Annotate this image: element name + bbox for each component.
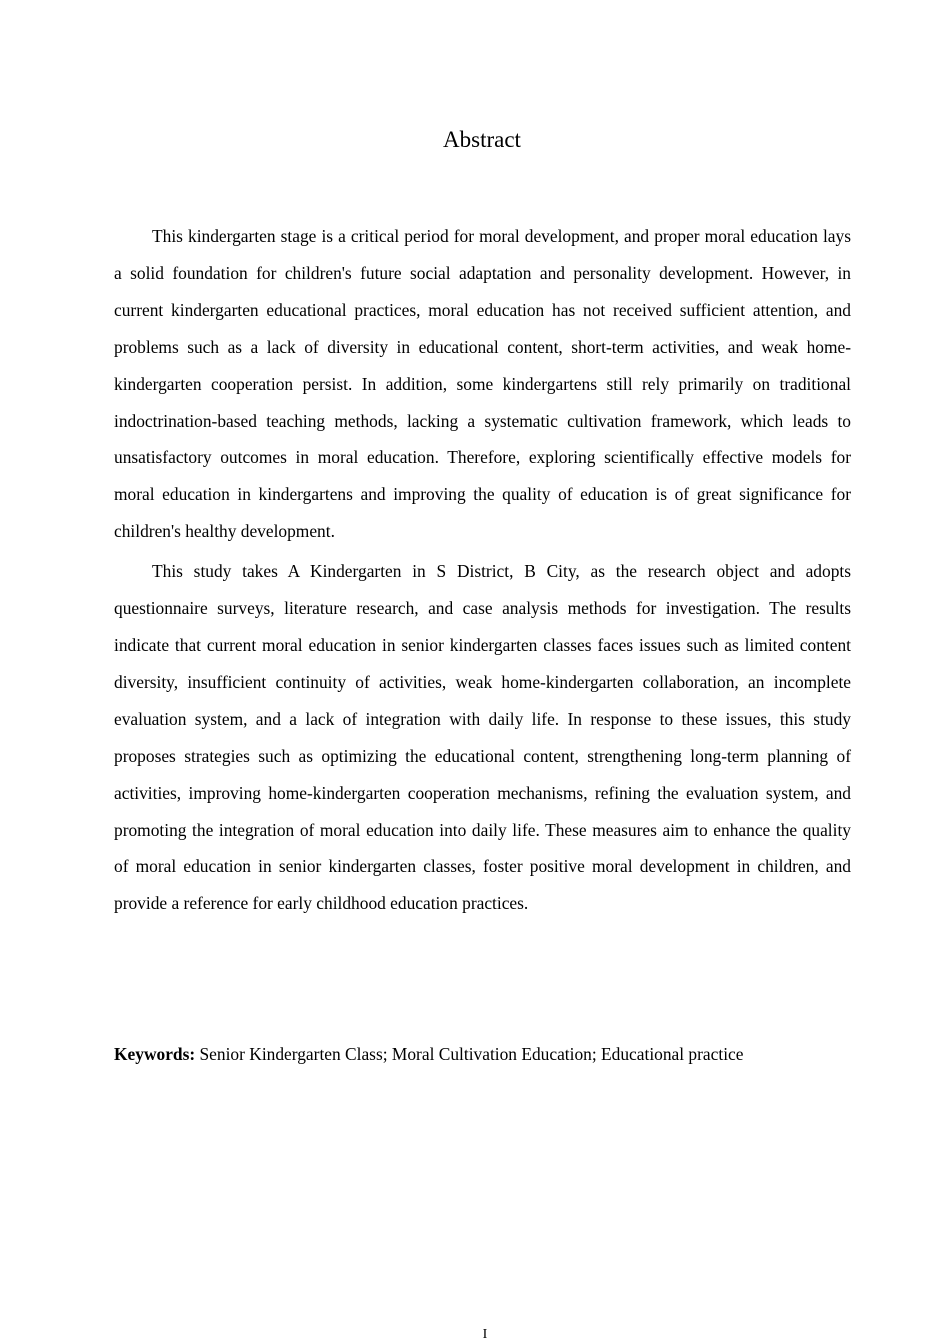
abstract-body bbox=[114, 218, 851, 925]
keywords-text: Senior Kindergarten Class; Moral Cultivation Education; Educational practice bbox=[195, 1044, 744, 1064]
keywords-label: Keywords: bbox=[114, 1044, 196, 1064]
keywords-line bbox=[114, 1039, 851, 1069]
abstract-paragraph-1: This kindergarten stage is a critical period for moral development, and proper moral education lays a solid foundation for children's future social adaptation and personality development. However, in current kindergarten educational practices, moral education has not received sufficient attention, and problems such as a lack of diversity in educational content, short-term activities, and weak home-kindergarten cooperation persist. In addition, some kindergartens still rely primarily on traditional indoctrination-based teaching methods, lacking a systematic cultivation framework, which leads to unsatisfactory outcomes in moral education. Therefore, exploring scientifically effective models for moral education in kindergartens and improving the quality of education is of great significance for children's healthy development. bbox=[114, 226, 851, 542]
page-number: I bbox=[482, 1327, 488, 1342]
abstract-paragraph-2: This study takes A Kindergarten in S District, B City, as the research object and adopts questionnaire surveys, literature research, and case analysis methods for investigation. The results indicate that current moral education in senior kindergarten classes faces issues such as limited content diversity, insufficient continuity of activities, weak home-kindergarten collaboration, an incomplete evaluation system, and a lack of integration with daily life. In response to these issues, this study proposes strategies such as optimizing the educational content, strengthening long-term planning of activities, improving home-kindergarten cooperation mechanisms, refining the evaluation system, and promoting the integration of moral education into daily life. These measures aim to enhance the quality of moral education in senior kindergarten classes, foster positive moral development in children, and provide a reference for early childhood education practices. bbox=[114, 561, 851, 914]
abstract-title: Abstract bbox=[443, 127, 521, 152]
